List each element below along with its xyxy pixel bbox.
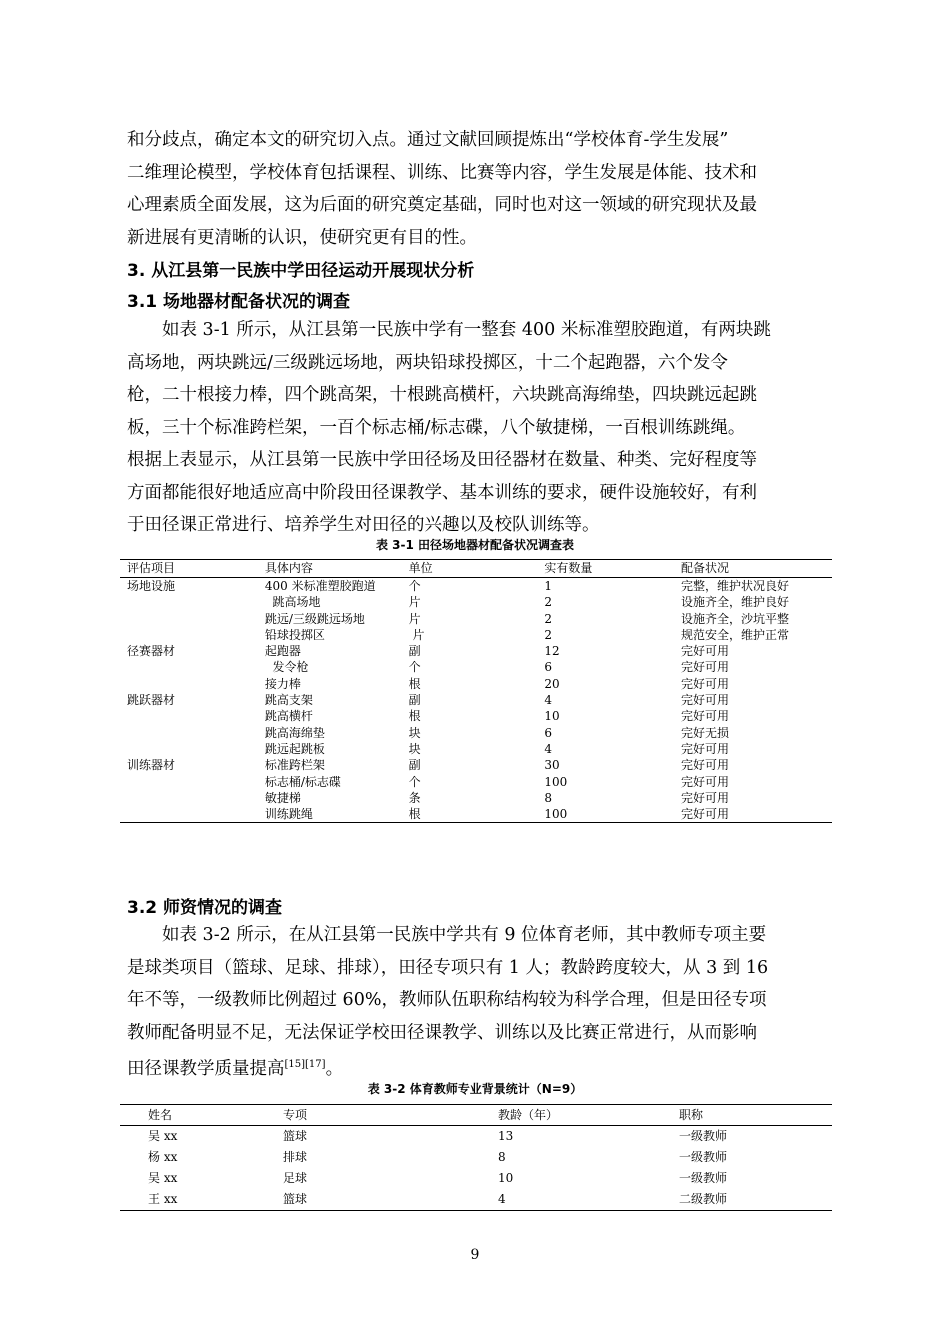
table-cell bbox=[120, 611, 265, 627]
text-line: 于田径课正常进行、培养学生对田径的兴趣以及校队训练等。 bbox=[127, 515, 600, 535]
table-cell: 6 bbox=[544, 725, 552, 740]
table-cell: 跳跃器材 bbox=[127, 693, 176, 708]
table-cell: 标志桶/标志碟 bbox=[264, 774, 341, 789]
table-header-row bbox=[120, 1105, 832, 1126]
table-cell: 8 bbox=[544, 790, 552, 805]
table-cell bbox=[120, 708, 265, 724]
table-row bbox=[120, 611, 832, 627]
teachers-table bbox=[120, 1104, 832, 1211]
table-cell: 1 bbox=[544, 579, 552, 593]
table-cell: 完好可用 bbox=[681, 660, 730, 675]
table-cell: 片 bbox=[408, 611, 421, 626]
table-cell: 片 bbox=[408, 627, 425, 642]
table-cell: 完好可用 bbox=[681, 807, 730, 822]
table-cell: 12 bbox=[544, 644, 560, 659]
table-row bbox=[120, 774, 832, 790]
teachers-paragraph bbox=[127, 919, 819, 1085]
table-cell: 跳远/三级跳远场地 bbox=[264, 611, 365, 626]
table-row bbox=[120, 594, 832, 610]
table-cell: 跳高横杆 bbox=[264, 709, 313, 724]
table-cell: 完好可用 bbox=[681, 693, 730, 708]
table-header-row bbox=[120, 560, 832, 578]
table-cell: 2 bbox=[544, 595, 552, 610]
table-cell: 个 bbox=[408, 579, 421, 593]
table-cell: 敏捷梯 bbox=[264, 790, 301, 805]
table-cell: 完好可用 bbox=[681, 644, 730, 659]
table-cell bbox=[120, 659, 265, 675]
table-cell: 完好可用 bbox=[681, 676, 730, 691]
table-cell: 根 bbox=[408, 676, 421, 691]
table-cell: 排球 bbox=[283, 1150, 308, 1164]
citation-reference: [15][17] bbox=[284, 1059, 326, 1070]
table-cell: 副 bbox=[408, 693, 421, 708]
text-line: 教师配备明显不足，无法保证学校田径课教学、训练以及比赛正常进行，从而影响 bbox=[127, 1022, 757, 1043]
table-cell: 铅球投掷区 bbox=[264, 627, 325, 642]
header-cell: 具体内容 bbox=[265, 560, 409, 578]
intro-paragraph bbox=[127, 124, 819, 254]
facilities-paragraph bbox=[127, 314, 819, 542]
table-cell bbox=[120, 806, 265, 823]
text-line: 二维理论模型，学校体育包括课程、训练、比赛等内容，学生发展是体能、技术和 bbox=[127, 162, 757, 183]
table-cell: 设施齐全，沙坑平整 bbox=[681, 611, 790, 626]
table-cell: 篮球 bbox=[283, 1129, 308, 1143]
table-cell: 10 bbox=[498, 1171, 514, 1185]
text-fragment: 。 bbox=[325, 1058, 344, 1079]
table-cell: 完整，维护状况良好 bbox=[681, 579, 790, 593]
table-cell: 根 bbox=[408, 709, 421, 724]
text-line: 如表 3-2 所示，在从江县第一民族中学共有 9 位体育老师，其中教师专项主要 bbox=[127, 925, 767, 945]
page-number: 9 bbox=[470, 1247, 480, 1263]
table-cell: 场地设施 bbox=[127, 579, 176, 593]
table-cell: 13 bbox=[498, 1129, 514, 1143]
table-cell: 完好可用 bbox=[681, 709, 730, 724]
table-cell: 100 bbox=[544, 807, 568, 822]
text-line: 高场地，两块跳远/三级跳远场地，两块铅球投掷区，十二个起跑器，六个发令 bbox=[127, 352, 728, 373]
table-cell: 完好无损 bbox=[681, 725, 730, 740]
table-cell: 个 bbox=[408, 774, 421, 789]
header-cell: 实有数量 bbox=[544, 560, 681, 578]
table-cell: 标准跨栏架 bbox=[264, 758, 325, 773]
table-row bbox=[120, 627, 832, 643]
table-row bbox=[120, 578, 832, 595]
table-cell: 30 bbox=[544, 758, 560, 773]
table-row bbox=[120, 790, 832, 806]
header-cell: 配备状况 bbox=[681, 560, 832, 578]
table-cell: 王 xx bbox=[148, 1192, 178, 1206]
table-cell: 4 bbox=[498, 1192, 506, 1206]
table-cell: 8 bbox=[498, 1150, 506, 1164]
table-cell: 完好可用 bbox=[681, 774, 730, 789]
table-cell: 条 bbox=[408, 790, 421, 805]
table-cell: 跳高场地 bbox=[264, 595, 321, 610]
table-cell bbox=[120, 790, 265, 806]
text-line: 新进展有更清晰的认识，使研究更有目的性。 bbox=[127, 227, 477, 248]
table-cell bbox=[120, 741, 265, 757]
table-cell: 篮球 bbox=[283, 1192, 308, 1206]
text-line: 枪，二十根接力棒，四个跳高架，十根跳高横杆，六块跳高海绵垫，四块跳远起跳 bbox=[127, 385, 757, 405]
table-cell: 副 bbox=[408, 758, 421, 773]
table-cell: 个 bbox=[408, 660, 421, 675]
table-cell: 完好可用 bbox=[681, 790, 730, 805]
table-row bbox=[120, 643, 832, 659]
table-row bbox=[120, 708, 832, 724]
text-line: 是球类项目（篮球、足球、排球），田径专项只有 1 人；教龄跨度较大，从 3 到 16 bbox=[127, 957, 769, 978]
table-cell: 训练跳绳 bbox=[264, 807, 313, 822]
table-cell bbox=[120, 774, 265, 790]
table-cell: 4 bbox=[544, 741, 552, 756]
table-row bbox=[120, 806, 832, 823]
table-row bbox=[120, 1189, 832, 1211]
table-row bbox=[120, 1168, 832, 1189]
table-cell bbox=[120, 725, 265, 741]
table-cell: 片 bbox=[408, 595, 421, 610]
table-cell: 100 bbox=[544, 774, 568, 789]
table-cell: 2 bbox=[544, 611, 552, 626]
table-cell: 一级教师 bbox=[679, 1150, 728, 1164]
text-line: 和分歧点，确定本文的研究切入点。通过文献回顾提炼出“学校体育-学生发展” bbox=[127, 130, 729, 150]
equipment-table bbox=[120, 559, 832, 823]
table-cell: 发令枪 bbox=[264, 660, 309, 675]
table-cell: 完好可用 bbox=[681, 758, 730, 773]
table-row bbox=[120, 1147, 832, 1168]
table-row bbox=[120, 725, 832, 741]
table-row bbox=[120, 659, 832, 675]
table-cell: 足球 bbox=[283, 1171, 308, 1185]
header-cell: 职称 bbox=[655, 1105, 832, 1126]
table-cell: 一级教师 bbox=[679, 1171, 728, 1185]
table-row bbox=[120, 676, 832, 692]
table-cell: 完好可用 bbox=[681, 741, 730, 756]
section-heading: 3. 从江县第一民族中学田径运动开展现状分析 bbox=[127, 261, 475, 281]
table-cell: 根 bbox=[408, 807, 421, 822]
table-cell: 副 bbox=[408, 644, 421, 659]
header-cell: 评估项目 bbox=[120, 560, 265, 578]
table-cell bbox=[120, 594, 265, 610]
table-cell: 跳高海绵垫 bbox=[264, 725, 325, 740]
table-cell: 块 bbox=[408, 741, 421, 756]
table-cell: 接力棒 bbox=[264, 676, 301, 691]
table-cell bbox=[120, 676, 265, 692]
table-cell: 二级教师 bbox=[679, 1192, 728, 1206]
table-cell: 起跑器 bbox=[264, 644, 301, 659]
table-cell: 块 bbox=[408, 725, 421, 740]
table-cell: 4 bbox=[544, 693, 552, 708]
text-line: 板，三十个标准跨栏架，一百个标志桶/标志碟，八个敏捷梯，一百根训练跳绳。 bbox=[127, 417, 746, 438]
header-cell: 专项 bbox=[243, 1105, 460, 1126]
text-line: 年不等，一级教师比例超过 60%，教师队伍职称结构较为科学合理，但是田径专项 bbox=[127, 990, 767, 1010]
text-line: 根据上表显示，从江县第一民族中学田径场及田径器材在数量、种类、完好程度等 bbox=[127, 450, 757, 470]
table-cell: 吴 xx bbox=[148, 1129, 178, 1143]
table-cell: 径赛器材 bbox=[127, 644, 176, 659]
subsection-heading: 3.2 师资情况的调查 bbox=[127, 898, 283, 918]
table-cell: 400 米标准塑胶跑道 bbox=[264, 579, 376, 593]
subsection-heading: 3.1 场地器材配备状况的调查 bbox=[127, 292, 351, 312]
table-row bbox=[120, 741, 832, 757]
table-cell: 2 bbox=[544, 627, 552, 642]
table-caption: 表 3-2 体育教师专业背景统计（N=9） bbox=[367, 1082, 583, 1096]
table-cell: 规范安全，维护正常 bbox=[681, 627, 790, 642]
text-line: 心理素质全面发展，这为后面的研究奠定基础，同时也对这一领域的研究现状及最 bbox=[127, 195, 757, 215]
table-cell: 杨 xx bbox=[148, 1150, 178, 1164]
table-cell: 设施齐全，维护良好 bbox=[681, 595, 790, 610]
table-cell: 跳远起跳板 bbox=[264, 741, 325, 756]
header-cell: 教龄（年） bbox=[460, 1105, 655, 1126]
table-row bbox=[120, 757, 832, 773]
header-cell: 单位 bbox=[409, 560, 545, 578]
table-cell: 一级教师 bbox=[679, 1129, 728, 1143]
table-cell: 6 bbox=[544, 660, 552, 675]
table-row bbox=[120, 1126, 832, 1148]
table-cell bbox=[120, 627, 265, 643]
table-cell: 跳高支架 bbox=[264, 693, 313, 708]
table-cell: 20 bbox=[544, 676, 560, 691]
table-cell: 训练器材 bbox=[127, 758, 176, 773]
table-caption: 表 3-1 田径场地器材配备状况调查表 bbox=[375, 538, 575, 552]
table-cell: 10 bbox=[544, 709, 560, 724]
table-row bbox=[120, 692, 832, 708]
header-cell: 姓名 bbox=[120, 1105, 243, 1126]
text-fragment: 田径课教学质量提高 bbox=[127, 1058, 285, 1079]
text-line: 方面都能很好地适应高中阶段田径课教学、基本训练的要求，硬件设施较好，有利 bbox=[127, 482, 757, 503]
table-cell: 吴 xx bbox=[148, 1171, 178, 1185]
text-line: 如表 3-1 所示，从江县第一民族中学有一整套 400 米标准塑胶跑道，有两块跳 bbox=[127, 320, 771, 340]
